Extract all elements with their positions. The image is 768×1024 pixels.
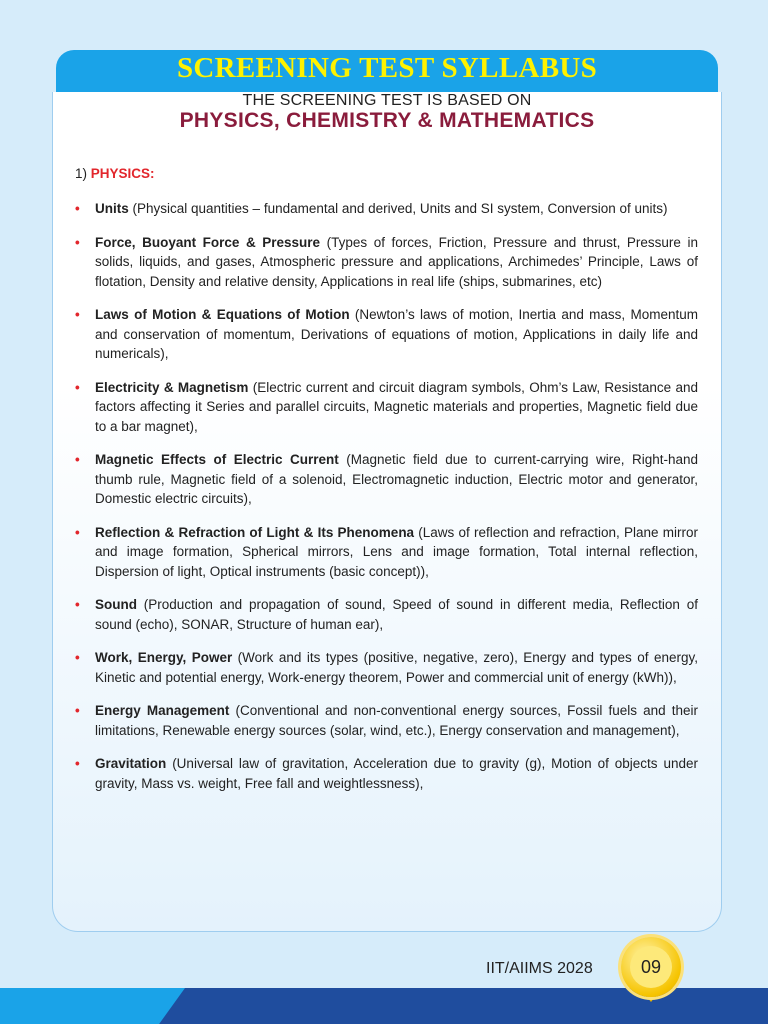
page-number: 09 bbox=[630, 946, 672, 988]
topic-title: Reflection & Refraction of Light & Its Phenomena bbox=[95, 524, 415, 540]
topic-detail: (Conventional and non-conventional energy sources, Fossil fuels and their limitations, Renewable energy sources (solar, wind, etc.), Energy conservation and management), bbox=[95, 703, 698, 738]
list-item bbox=[75, 523, 698, 582]
bullet-icon: • bbox=[75, 201, 80, 216]
topic-detail: (Laws of reflection and refraction, Plane mirror and image formation, Spherical mirrors, Lens and image formation, Total internal reflection, Dispersion of light, Optical instruments (basic concept)), bbox=[95, 524, 698, 579]
list-item bbox=[75, 233, 698, 292]
topic-detail: (Work and its types (positive, negative, zero), Energy and types of energy, Kinetic and potential energy, Work-energy theorem, Power and commercial unit of energy (kWh)), bbox=[95, 650, 698, 685]
topic-title: Units bbox=[95, 201, 129, 216]
topic-detail: (Newton’s laws of motion, Inertia and mass, Momentum and conservation of momentum, Derivations of equations of motion, Applications in daily life and numericals), bbox=[95, 307, 699, 361]
subjects-heading: PHYSICS, CHEMISTRY & MATHEMATICS bbox=[179, 109, 595, 132]
list-item bbox=[75, 754, 698, 793]
topic-title: Energy Management bbox=[95, 703, 230, 718]
list-item bbox=[75, 701, 698, 740]
bullet-icon: • bbox=[75, 650, 80, 665]
topic-title: Gravitation bbox=[95, 756, 167, 771]
subtitle: THE SCREENING TEST IS BASED ON bbox=[242, 92, 532, 109]
topic-title: Electricity & Magnetism bbox=[95, 379, 249, 395]
bullet-icon: • bbox=[75, 452, 80, 467]
topic-detail: (Magnetic field due to current-carrying wire, Right-hand thumb rule, Magnetic field of a solenoid, Electromagnetic induction, Electric motor and generator, Domestic electric circuits), bbox=[95, 452, 698, 506]
topic-detail: (Physical quantities – fundamental and derived, Units and SI system, Conversion of units) bbox=[128, 201, 668, 216]
section-name: PHYSICS: bbox=[90, 166, 155, 181]
topic-detail: (Production and propagation of sound, Speed of sound in different media, Reflection of sound (echo), SONAR, Structure of human ear), bbox=[95, 597, 698, 632]
list-item bbox=[75, 450, 698, 509]
footer-accent bbox=[0, 988, 185, 1024]
topic-detail: (Universal law of gravitation, Acceleration due to gravity (g), Motion of objects under gravity, Mass vs. weight, Free fall and weightlessness), bbox=[95, 756, 698, 791]
list-item bbox=[75, 595, 698, 634]
bullet-icon: • bbox=[75, 597, 80, 612]
section-heading bbox=[75, 166, 155, 181]
topic-title: Magnetic Effects of Electric Current bbox=[95, 452, 339, 467]
topic-title: Laws of Motion & Equations of Motion bbox=[95, 307, 350, 322]
bullet-icon: • bbox=[75, 307, 80, 322]
topic-detail: (Electric current and circuit diagram symbols, Ohm’s Law, Resistance and factors affecting it Series and parallel circuits, Magnetic materials and properties, Magnetic field due to a bar magnet), bbox=[95, 379, 699, 434]
topic-title: Sound bbox=[95, 597, 137, 612]
section-number: 1) bbox=[75, 166, 88, 181]
bullet-icon: • bbox=[75, 524, 80, 540]
topic-list bbox=[75, 199, 698, 807]
bullet-icon: • bbox=[75, 703, 80, 718]
bullet-icon: • bbox=[75, 234, 80, 250]
list-item bbox=[75, 648, 698, 687]
topic-title: Work, Energy, Power bbox=[95, 650, 233, 665]
list-item bbox=[75, 378, 698, 437]
bullet-icon: • bbox=[75, 756, 80, 771]
page-number-badge bbox=[621, 937, 681, 997]
footer-text: IIT/AIIMS 2028 bbox=[486, 960, 593, 977]
bullet-icon: • bbox=[75, 379, 80, 395]
list-item bbox=[75, 199, 698, 219]
topic-title: Force, Buoyant Force & Pressure bbox=[95, 234, 321, 250]
list-item bbox=[75, 305, 698, 364]
page-title: SCREENING TEST SYLLABUS bbox=[176, 52, 598, 84]
topic-detail: (Types of forces, Friction, Pressure and thrust, Pressure in solids, liquids, and gases, Atmospheric pressure and applications, Archimedes’ Principle, Laws of flotation, Density and relative density, Applications in real life (ships, submarines, etc) bbox=[95, 234, 698, 289]
